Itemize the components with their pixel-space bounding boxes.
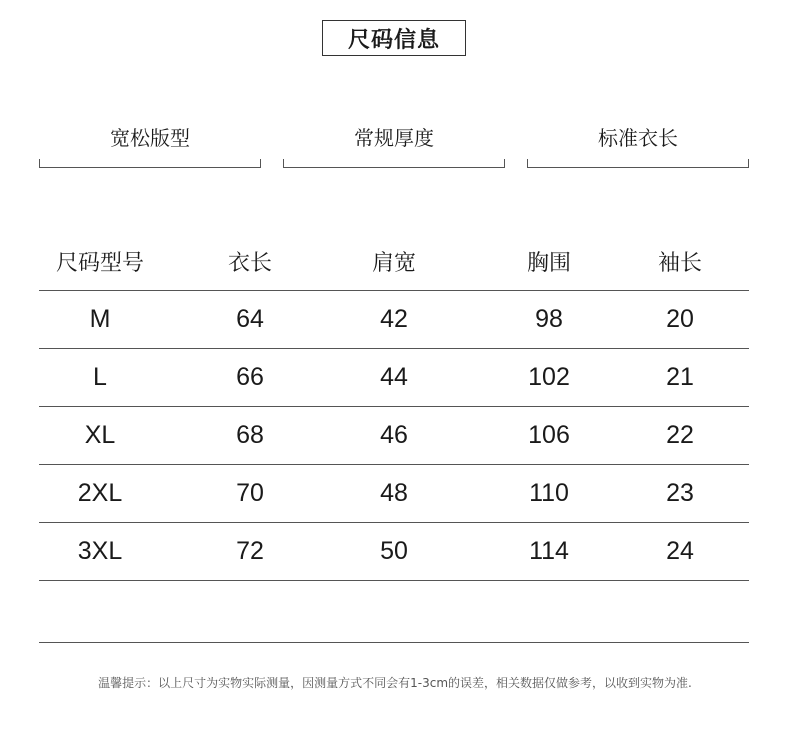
table-row: [39, 407, 749, 465]
bracket-divider: [39, 159, 261, 168]
cell-length: 66: [236, 363, 264, 391]
cell-shoulder: 42: [380, 305, 408, 333]
bracket-divider: [527, 159, 749, 168]
table-row: [39, 291, 749, 349]
cell-size: XL: [84, 421, 116, 449]
cell-sleeve: 23: [666, 479, 694, 507]
cell-shoulder: 46: [380, 421, 408, 449]
size-table: [39, 232, 749, 581]
cell-sleeve: 24: [666, 537, 694, 565]
cell-size: M: [89, 305, 111, 333]
header-length: 衣长: [227, 250, 272, 276]
cell-length: 70: [236, 479, 264, 507]
table-header-row: [39, 232, 749, 291]
cell-chest: 114: [529, 537, 569, 565]
header-size: 尺码型号: [55, 250, 144, 276]
footnote: 温馨提示：以上尺寸为实物实际测量，因测量方式不同会有1-3cm的误差，相关数据仅做参考，以收到实物为准.: [98, 676, 692, 690]
cell-chest: 106: [528, 421, 570, 449]
cell-shoulder: 44: [380, 363, 408, 391]
header-sleeve: 袖长: [657, 250, 702, 276]
table-row: [39, 465, 749, 523]
cell-size: L: [93, 363, 107, 391]
cell-chest: 102: [528, 363, 570, 391]
feature-length: [527, 118, 749, 170]
cell-chest: 110: [529, 479, 569, 507]
bracket-divider: [283, 159, 505, 168]
cell-length: 72: [236, 537, 264, 565]
cell-shoulder: 48: [380, 479, 408, 507]
cell-sleeve: 21: [666, 363, 694, 391]
feature-thickness: [283, 118, 505, 170]
cell-sleeve: 22: [666, 421, 694, 449]
table-row: [39, 349, 749, 407]
feature-label: 标准衣长: [598, 126, 678, 150]
feature-label: 常规厚度: [354, 126, 434, 150]
cell-shoulder: 50: [380, 537, 408, 565]
feature-fit: [39, 118, 261, 170]
feature-label: 宽松版型: [110, 126, 190, 150]
cell-sleeve: 20: [666, 305, 694, 333]
header-shoulder: 肩宽: [371, 250, 416, 276]
cell-size: 2XL: [77, 479, 123, 507]
bottom-divider: [39, 642, 749, 643]
table-row: [39, 523, 749, 581]
header-chest: 胸围: [526, 250, 571, 276]
cell-length: 68: [236, 421, 264, 449]
cell-length: 64: [236, 305, 264, 333]
page-title: 尺码信息: [322, 20, 466, 56]
cell-chest: 98: [535, 305, 563, 333]
cell-size: 3XL: [77, 537, 123, 565]
